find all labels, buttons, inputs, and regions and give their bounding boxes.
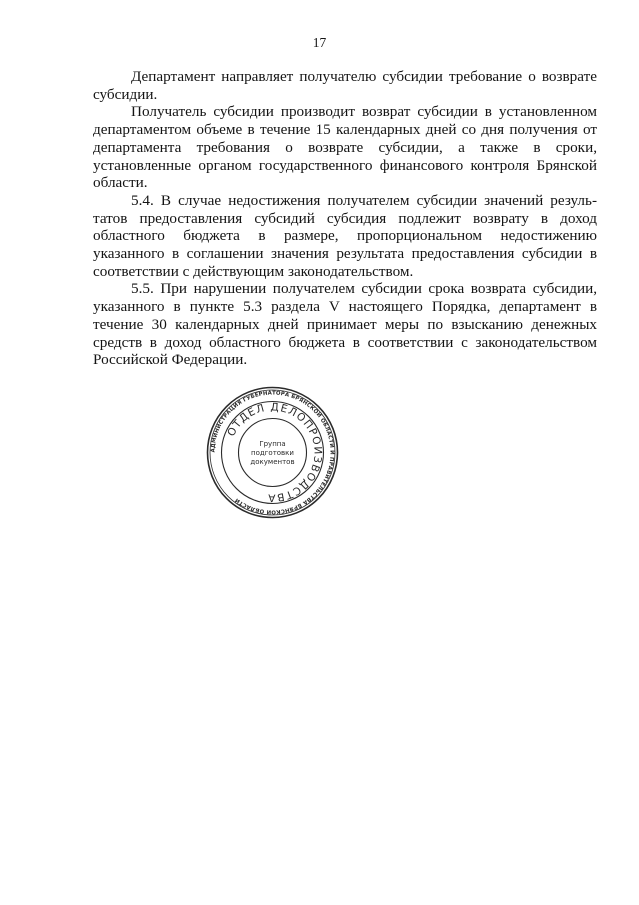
stamp-outer-text: АДМИНИСТРАЦИЯ ГУБЕРНАТОРА БРЯНСКОЙ ОБЛАСТИ И ПРАВИТЕЛЬСТВА БРЯНСКОЙ ОБЛАСТИ: [210, 390, 335, 515]
page-number: 17: [312, 35, 327, 50]
paragraph: 5.5. При нарушении получателем субсидии срока возврата субсидии, указанного в пункте 5.3 раздела V настоящего Порядка, департамент в течение 30 календарных дней принимает меры по взысканию денежных средств в доход областного бюджета в соответствии с законодательством Российской Федерации.: [93, 280, 597, 369]
official-stamp: [205, 385, 340, 520]
stamp-center-line: Группа: [259, 440, 286, 448]
stamp-seal-graphic: [205, 385, 340, 520]
paragraph: 5.4. В случае недостижения получателем субсидии значений результатов предоставления субсидий субсидия подлежит возврату в доход областного бюджета в размере, пропорциональном недостижению указанного в соглашении значения результата предоставления субсидии в соответствии с действующим законодательством.: [93, 191, 597, 280]
document-body: [93, 68, 597, 369]
stamp-center-line: документов: [250, 458, 295, 466]
paragraph: Получатель субсидии производит возврат субсидии в установленном департаментом объеме в течение 15 календарных дней со дня получения от департамента требования о возврате субсидии, а также в сроки, установленные органом государственного финансового контроля Брянской области.: [93, 103, 597, 192]
stamp-center-line: подготовки: [251, 449, 294, 457]
stamp-inner-text: ОТДЕЛ ДЕЛОПРОИЗВОДСТВА: [225, 401, 324, 504]
paragraph: Департамент направляет получателю субсидии требование о возврате субсидии.: [93, 68, 597, 103]
